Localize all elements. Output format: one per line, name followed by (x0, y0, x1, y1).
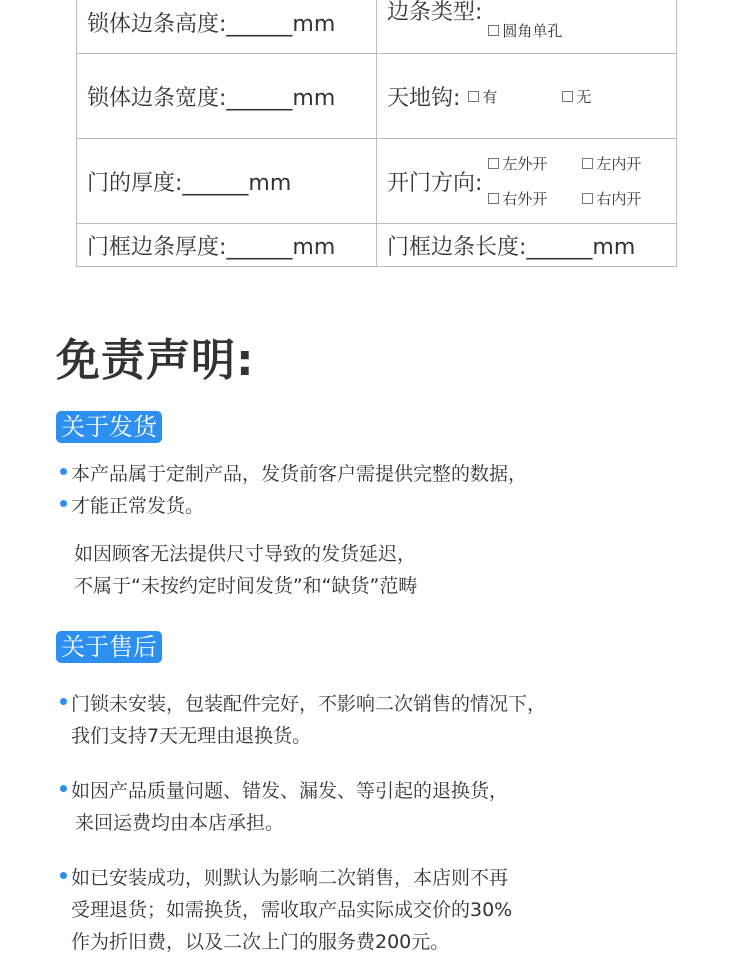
aftersale-item-2: 如因产品质量问题、错发、漏发、等引起的退换货， 来回运费均由本店承担。 (60, 775, 508, 839)
checkbox-icon[interactable] (562, 91, 573, 102)
disclaimer-title: 免责声明: (56, 335, 255, 386)
aftersale-item-1: 门锁未安装，包装配件完好，不影响二次销售的情况下， 我们支持7天无理由退换货。 (60, 688, 546, 752)
list-item: 才能正常发货。 (60, 490, 527, 522)
lock-strip-width-label: 锁体边条宽度:______mm (87, 85, 336, 111)
frame-strip-length-label: 门框边条长度:______mm (387, 234, 636, 260)
strip-type-label: 边条类型: (387, 0, 483, 25)
table-cell (377, 0, 677, 54)
table-cell (77, 54, 377, 139)
bullet-icon (60, 785, 67, 792)
table-cell (377, 54, 677, 139)
door-direction-label: 开门方向: (387, 170, 483, 196)
flush-bolt-label: 天地钩: (387, 85, 461, 111)
aftersale-item-3: 如已安装成功，则默认为影响二次销售，本店则不再 受理退货；如需换货，需收取产品实际成交价的30% 作为折旧费，以及二次上门的服务费200元。 (60, 862, 512, 958)
table-row (77, 224, 677, 267)
frame-strip-thickness-label: 门框边条厚度:______mm (87, 234, 336, 260)
table-cell (77, 139, 377, 224)
table-row (77, 139, 677, 224)
aftersale-badge: 关于售后 (56, 631, 162, 663)
checkbox-icon[interactable] (488, 193, 499, 204)
strip-type-options (488, 20, 676, 41)
table-cell (377, 139, 677, 224)
checkbox-icon[interactable] (488, 25, 499, 36)
checkbox-icon[interactable] (582, 193, 593, 204)
note-line: 如因顾客无法提供尺寸导致的发货延迟， (74, 543, 417, 565)
door-thickness-label: 门的厚度:______mm (87, 170, 292, 196)
door-direction-options (488, 153, 676, 209)
table-row (77, 54, 677, 139)
list-item: 本产品属于定制产品，发货前客户需提供完整的数据， (60, 458, 527, 490)
table-cell (77, 0, 377, 54)
option-right-inward[interactable]: 右内开 (582, 188, 676, 209)
bullet-icon (60, 872, 67, 879)
flush-bolt-options (468, 86, 656, 107)
option-left-inward[interactable]: 左内开 (582, 153, 676, 174)
shipping-text (60, 458, 527, 522)
shipping-note (74, 538, 417, 602)
bullet-icon (60, 500, 67, 507)
checkbox-icon[interactable] (582, 158, 593, 169)
option-round-single-hole[interactable]: 圆角单孔 (488, 20, 582, 41)
bullet-icon (60, 468, 67, 475)
shipping-badge: 关于发货 (56, 411, 162, 443)
option-no[interactable]: 无 (562, 86, 656, 107)
lock-strip-height-label: 锁体边条高度:______mm (87, 11, 336, 37)
table-cell (377, 224, 677, 267)
option-left-outward[interactable]: 左外开 (488, 153, 582, 174)
table-cell (77, 224, 377, 267)
checkbox-icon[interactable] (488, 158, 499, 169)
note-line: 不属于“未按约定时间发货”和“缺货”范畴 (74, 575, 418, 597)
spec-table (76, 0, 677, 267)
option-right-outward[interactable]: 右外开 (488, 188, 582, 209)
checkbox-icon[interactable] (468, 91, 479, 102)
table-row (77, 0, 677, 54)
option-yes[interactable]: 有 (468, 86, 562, 107)
bullet-icon (60, 698, 67, 705)
